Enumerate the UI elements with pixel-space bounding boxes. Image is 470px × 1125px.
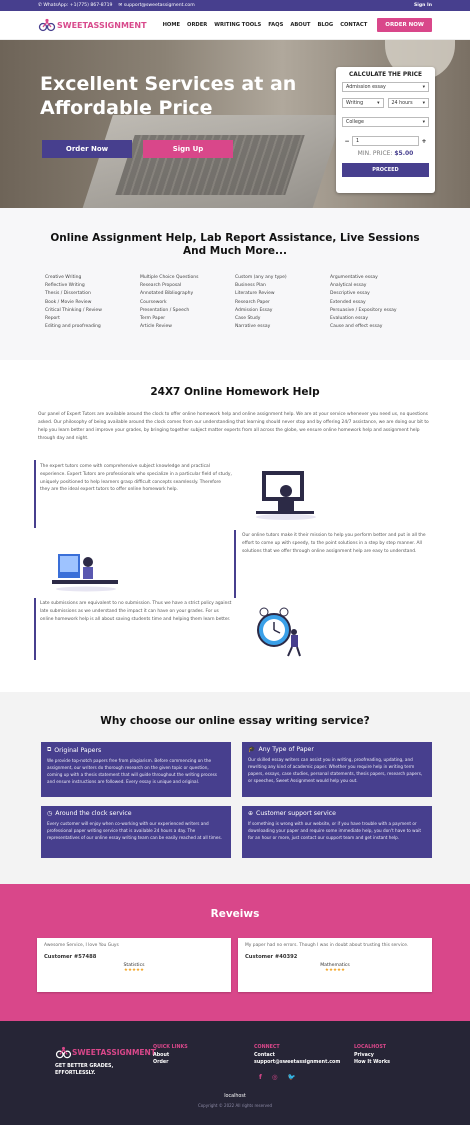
service-link[interactable]: Coursework [140, 299, 167, 305]
services-column-2 [140, 274, 198, 331]
service-link[interactable]: Critical Thinking / Review [45, 307, 102, 313]
proceed-button[interactable]: PROCEED [342, 163, 429, 177]
services-title: Online Assignment Help, Lab Report Assistance, Live Sessions And Much More... [50, 232, 420, 257]
level-value: College [346, 119, 364, 125]
instagram-icon[interactable]: ◎ [271, 1073, 278, 1081]
deadline-value: 24 hours [391, 100, 413, 106]
service-value: Writing [346, 100, 364, 106]
service-link[interactable]: Research Paper [235, 299, 270, 305]
why-choose-title: Why choose our online essay writing service? [100, 715, 370, 727]
service-link[interactable]: Analytical essay [330, 283, 367, 289]
service-select[interactable] [342, 98, 384, 108]
clock-icon: ◷ [47, 810, 53, 817]
deadline-select[interactable] [388, 98, 430, 108]
decrement-button[interactable]: − [344, 137, 350, 145]
chevron-down-icon: ▾ [422, 119, 425, 125]
star-rating: ★★★★★ [324, 968, 346, 973]
accent-bar [234, 530, 236, 598]
nav-about[interactable]: ABOUT [290, 22, 311, 28]
chevron-down-icon: ▾ [422, 100, 425, 106]
hero-order-button[interactable]: Order Now [42, 140, 132, 158]
card-body: If something is wrong with our website, or if you have trouble with a payment or downloading your paper and require some immediate help, you don't have to wait for an hour or more, just contact our support team and get instant help. [248, 821, 421, 840]
chevron-down-icon: ▾ [377, 100, 380, 106]
footer-link-order[interactable]: Order [153, 1060, 169, 1065]
feature-card-around-clock [41, 806, 231, 858]
footer-site: localhost [224, 1094, 246, 1099]
localhost-heading: LOCALHOST [354, 1045, 387, 1050]
top-bar [0, 0, 470, 11]
student-illustration [50, 550, 120, 592]
nav-menu [156, 18, 432, 32]
nav-contact[interactable]: CONTACT [340, 22, 368, 28]
chevron-down-icon: ▾ [422, 84, 425, 90]
hero-title: Excellent Services at an Affordable Price [40, 73, 297, 119]
clock-illustration [250, 604, 310, 659]
review-card [37, 938, 231, 992]
service-link[interactable]: Report [45, 316, 60, 322]
service-link[interactable]: Research Proposal [140, 283, 182, 289]
service-link[interactable]: Literature Review [235, 291, 275, 297]
increment-button[interactable]: + [421, 137, 427, 145]
graduation-cap-icon: 🎓 [248, 746, 256, 753]
min-price-value: $5.00 [394, 150, 414, 157]
price-calculator [336, 67, 435, 193]
accent-bar [34, 460, 36, 528]
min-price-label: MIN. PRICE: [357, 150, 393, 157]
nav-writing-tools[interactable]: WRITING TOOLS [214, 22, 262, 28]
quick-links-heading: QUICK LINKS [153, 1045, 188, 1050]
quick-links [153, 1052, 169, 1066]
nav-order[interactable]: ORDER [187, 22, 208, 28]
quantity-stepper [342, 136, 429, 146]
logo-text: SWEETASSIGNMENT [57, 20, 147, 30]
service-link[interactable]: Admission Essay [235, 307, 273, 313]
whatsapp-contact[interactable]: ✆ WhatsApp: +1(775) 867-8719 [38, 3, 113, 8]
min-price [342, 150, 429, 157]
homework-help-intro: Our panel of Expert Tutors are available around the clock to offer online homework help and online assignment help. We are at your service whenever you need us, no questions asked. Our philosophy of being available around the clock comes from our understanding that learning should never stop and by offering 24/7 assistance, we are doing our bit to help you learn better and improve your grades, by bringing together subject matter experts from all across the globe, we ensure online homework help and assignment help through day and night. [38, 412, 429, 441]
nav-home[interactable]: HOME [162, 22, 181, 28]
late-submission-text: Late submissions are equivalent to no submission. Thus we have a strict policy against late submissions as we understand the impact it can have on your grades. For us online homework help is all about saving students time and helping them learn better. [40, 601, 232, 622]
service-link[interactable]: Article Review [140, 324, 172, 330]
nav-blog[interactable]: BLOG [317, 22, 334, 28]
feature-card-support [242, 806, 432, 858]
connect-links [254, 1052, 340, 1066]
service-link[interactable]: Persuasive / Expository essay [330, 307, 397, 313]
review-quote: Awesome Service, I love You Guys [44, 943, 119, 948]
sign-in-link[interactable]: Sign In [413, 3, 432, 8]
review-customer: Customer #57488 [44, 954, 97, 960]
feature-card-original [41, 742, 231, 797]
paper-type-select[interactable] [342, 82, 429, 92]
card-title: Customer support service [256, 810, 336, 817]
logo-icon [55, 1046, 72, 1059]
service-link[interactable]: Annotated Bibliography [140, 291, 194, 297]
service-link[interactable]: Custom (any any type) [235, 275, 287, 280]
quantity-input[interactable]: 1 [352, 136, 419, 146]
service-link[interactable]: Editing and proofreading [45, 324, 101, 330]
star-rating: ★★★★★ [123, 968, 145, 973]
online-tutors-text: Our online tutors make it their mission to help you perform better and put in all the effort to come up with speedy, to the point solutions in a step by step manner. All solutions that we offer through online assignment help are easy to understand. [242, 533, 426, 554]
level-select[interactable] [342, 117, 429, 127]
service-link[interactable]: Creative Writing [45, 275, 82, 280]
service-link[interactable]: Term Paper [140, 316, 166, 322]
logo-icon [38, 18, 56, 32]
card-title: Original Papers [54, 746, 102, 754]
homework-help-title: 24X7 Online Homework Help [150, 386, 320, 398]
footer-email-link[interactable]: support@sweetassignment.com [254, 1060, 341, 1065]
card-title: Any Type of Paper [258, 746, 314, 753]
order-now-button[interactable]: ORDER NOW [377, 18, 432, 32]
service-link[interactable]: Book / Movie Review [45, 299, 92, 305]
card-body: We provide top-notch papers free from plagiarism. Before commencing on the assignment, our writers do thorough research on the given topic or question, coming up with a thesis statement that will guide throughout the writing process and ensure instructions are followed. Every essay is unique and original. [47, 758, 217, 784]
nav-faqs[interactable]: FAQS [268, 22, 284, 28]
site-logo[interactable] [38, 18, 147, 32]
copyright: Copyright © 2022 All rights reserved [197, 1103, 273, 1108]
hero-signup-button[interactable]: Sign Up [143, 140, 233, 158]
tutor-illustration [250, 465, 320, 523]
footer-link-contact[interactable]: Contact [254, 1053, 275, 1058]
connect-heading: CONNECT [254, 1045, 280, 1050]
footer-logo-text: SWEETASSIGNMENT [72, 1048, 156, 1057]
tagline-line: EFFORTLESSLY. [55, 1071, 96, 1076]
paper-type-value: Admission essay [346, 84, 386, 90]
email-contact[interactable]: ✉ support@sweetassigment.com [118, 3, 195, 8]
review-subject: Mathematics [320, 963, 350, 968]
card-body: Our skilled essay writers can assist you in writing, proofreading, updating, and rewriting any kind of academic paper. Whether you require help in writing term papers, essays, case studies, personal statements, thesis papers, research papers, or speeches, Sweet Assignment would help you out. [248, 757, 423, 783]
services-column-1 [45, 274, 102, 331]
support-icon: ⊕ [248, 810, 254, 817]
footer-link-privacy[interactable]: Privacy [354, 1053, 374, 1058]
service-link[interactable]: Presentation / Speech [140, 307, 190, 313]
service-link[interactable]: Evaluation essay [330, 316, 369, 322]
footer-link-how-it-works[interactable]: How It Works [354, 1060, 390, 1065]
email-text: support@sweetassigment.com [123, 3, 195, 8]
feature-card-any-type [242, 742, 432, 797]
service-link[interactable]: Multiple Choice Questions [140, 275, 199, 280]
services-column-4 [330, 274, 397, 331]
service-link[interactable]: Narrative essay [235, 324, 271, 330]
review-customer: Customer #40392 [245, 954, 298, 960]
copy-icon: ⧉ [47, 746, 52, 753]
social-icons [259, 1073, 296, 1081]
service-link[interactable]: Reflective Writing [45, 283, 85, 289]
services-column-3 [235, 274, 287, 331]
service-link[interactable]: Business Plan [235, 283, 266, 289]
whatsapp-text: WhatsApp: +1(775) 867-8719 [43, 3, 113, 8]
review-card [238, 938, 432, 992]
localhost-links [354, 1052, 390, 1066]
footer-logo[interactable] [55, 1046, 156, 1059]
footer-link-about[interactable]: About [153, 1053, 170, 1058]
review-subject: Statistics [123, 963, 145, 968]
reviews-title: Reveiws [210, 908, 260, 920]
calculator-title: CALCULATE THE PRICE [349, 72, 422, 78]
facebook-icon[interactable]: f [259, 1073, 262, 1081]
service-link[interactable]: Thesis / Dissertation [45, 291, 91, 297]
footer-tagline [55, 1063, 113, 1077]
service-link[interactable]: Argumentative essay [330, 275, 378, 280]
card-body: Every customer will enjoy when co-working with our experienced writers and professional paper writing service that is available 24 hours a day. The representatives of our online essay writing team can be easily reached at all times. [47, 821, 222, 840]
service-link[interactable]: Cause and effect essay [330, 324, 383, 330]
service-link[interactable]: Case Study [235, 316, 261, 322]
main-nav [0, 11, 470, 40]
card-title: Around the clock service [55, 810, 132, 817]
service-link[interactable]: Descriptive essay [330, 291, 370, 297]
service-link[interactable]: Extended essay [330, 299, 366, 305]
review-quote: My paper had no errors. Though I was in doubt about trusting this service. [245, 943, 409, 948]
accent-bar [34, 598, 36, 660]
expert-tutors-text: The expert tutors come with comprehensive subject knowledge and practical experience. Expert Tutors are professionals who specialize in a particular field of study, uniquely positioned to help learners grasp difficult concepts seamlessly. Therefore they are the ideal expert tutors to offer online homework help. [40, 464, 232, 493]
tagline-line: GET BETTER GRADES, [55, 1064, 114, 1069]
twitter-icon[interactable]: 🐦 [287, 1073, 296, 1081]
